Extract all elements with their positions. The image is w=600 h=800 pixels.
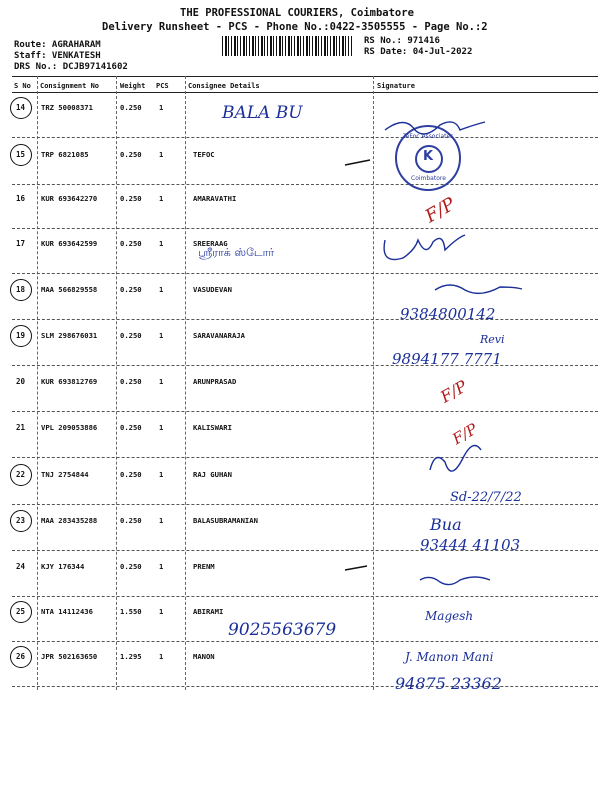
row-consignment-no: KUR 693812769 — [41, 377, 98, 386]
row-sno: 26 — [16, 652, 26, 661]
row-consignment-no: KUR 693642599 — [41, 239, 98, 248]
row-consignment-no: TRZ 50008371 — [41, 103, 93, 112]
col-header-consignment: Consignment No — [40, 82, 100, 90]
drs-number: DRS No.: DCJB97141602 — [14, 62, 128, 72]
col-header-sno: S No — [14, 82, 31, 90]
row-sno: 15 — [16, 150, 26, 159]
row-pcs: 1 — [159, 103, 164, 112]
row-pcs: 1 — [159, 562, 164, 571]
col-header-pcs: PCS — [156, 82, 169, 90]
row-consignment-no: TNJ 2754844 — [41, 470, 89, 479]
row-consignee: MANON — [193, 652, 215, 661]
handwritten-note: Revi — [480, 333, 505, 346]
row-consignee: VASUDEVAN — [193, 285, 232, 294]
handwritten-tamil-name: ஸ்ரீராக் ஸ்டோர் — [198, 246, 275, 259]
row-consignee: AMARAVATHI — [193, 194, 237, 203]
row-weight: 0.250 — [120, 103, 142, 112]
row-consignment-no: JPR 502163650 — [41, 652, 98, 661]
row-weight: 0.250 — [120, 377, 142, 386]
row-pcs: 1 — [159, 331, 164, 340]
row-consignment-no: NTA 14112436 — [41, 607, 93, 616]
row-pcs: 1 — [159, 607, 164, 616]
seal-top-text: TeFoc Associates — [403, 133, 454, 140]
row-sno: 16 — [16, 194, 26, 203]
row-sno: 20 — [16, 377, 26, 386]
row-pcs: 1 — [159, 470, 164, 479]
row-pcs: 1 — [159, 652, 164, 661]
row-pcs: 1 — [159, 285, 164, 294]
row-weight: 1.550 — [120, 607, 142, 616]
row-consignee: SREERAAG — [193, 239, 228, 248]
row-weight: 1.295 — [120, 652, 142, 661]
row-consignment-no: VPL 209053886 — [41, 423, 98, 432]
row-weight: 0.250 — [120, 470, 142, 479]
handwritten-fp-mark: F/P — [421, 193, 459, 228]
handwritten-signature: Bua — [430, 515, 462, 534]
row-consignee: SARAVANARAJA — [193, 331, 245, 340]
route-label: Route: AGRAHARAM — [14, 40, 101, 50]
handwritten-phone: 9025563679 — [228, 620, 337, 640]
row-sno: 17 — [16, 239, 26, 248]
handwritten-signature: J. Manon Mani — [405, 650, 494, 664]
staff-label: Staff: VENKATESH — [14, 51, 101, 61]
handwritten-phone: 9894177 7771 — [392, 350, 502, 368]
row-weight: 0.250 — [120, 285, 142, 294]
row-pcs: 1 — [159, 516, 164, 525]
row-sno: 18 — [16, 285, 26, 294]
handwritten-signature: Magesh — [425, 609, 474, 623]
row-sno: 21 — [16, 423, 26, 432]
row-sno: 23 — [16, 516, 26, 525]
row-consignee: ARUNPRASAD — [193, 377, 237, 386]
seal-letter: K — [423, 149, 434, 164]
row-consignment-no: TRP 6821085 — [41, 150, 89, 159]
row-consignee: KALISWARI — [193, 423, 232, 432]
row-weight: 0.250 — [120, 516, 142, 525]
row-consignment-no: KJY 176344 — [41, 562, 85, 571]
row-consignment-no: MAA 566829558 — [41, 285, 98, 294]
row-pcs: 1 — [159, 150, 164, 159]
row-sno: 25 — [16, 607, 26, 616]
handwritten-consignee: BALA BU — [222, 103, 303, 123]
row-weight: 0.250 — [120, 423, 142, 432]
row-sno: 22 — [16, 470, 26, 479]
row-pcs: 1 — [159, 423, 164, 432]
company-name: THE PROFESSIONAL COURIERS, Coimbatore — [180, 7, 414, 19]
row-sno: 24 — [16, 562, 26, 571]
row-pcs: 1 — [159, 239, 164, 248]
col-header-consignee: Consignee Details — [188, 82, 260, 90]
row-consignment-no: KUR 693642270 — [41, 194, 98, 203]
row-weight: 0.250 — [120, 562, 142, 571]
seal-bottom-text: Coimbatore — [411, 175, 446, 182]
row-weight: 0.250 — [120, 194, 142, 203]
row-consignee: TEFOC — [193, 150, 215, 159]
handwritten-fp-mark: F/P — [437, 376, 471, 407]
col-header-weight: Weight — [120, 82, 146, 90]
handwritten-phone: 94875 23362 — [395, 674, 502, 693]
row-consignment-no: MAA 283435288 — [41, 516, 98, 525]
row-consignee: ABIRAMI — [193, 607, 224, 616]
row-consignee: PRENM — [193, 562, 215, 571]
handwritten-fp-mark: F/P — [449, 419, 481, 449]
handwritten-phone: 93444 41103 — [420, 536, 521, 554]
rs-number: RS No.: 971416 — [364, 36, 440, 46]
handwritten-date-note: Sd-22/7/22 — [450, 490, 522, 505]
row-sno: 14 — [16, 103, 26, 112]
row-pcs: 1 — [159, 194, 164, 203]
col-header-signature: Signature — [377, 82, 415, 90]
row-consignee: RAJ GUHAN — [193, 470, 232, 479]
rs-date: RS Date: 04-Jul-2022 — [364, 47, 473, 57]
runsheet-subtitle: Delivery Runsheet - PCS - Phone No.:0422-3505555 - Page No.:2 — [102, 21, 488, 33]
row-pcs: 1 — [159, 377, 164, 386]
handwritten-phone: 9384800142 — [400, 305, 496, 323]
row-weight: 0.250 — [120, 150, 142, 159]
row-weight: 0.250 — [120, 239, 142, 248]
row-consignment-no: SLM 298676031 — [41, 331, 98, 340]
row-weight: 0.250 — [120, 331, 142, 340]
row-sno: 19 — [16, 331, 26, 340]
row-consignee: BALASUBRAMANIAN — [193, 516, 258, 525]
